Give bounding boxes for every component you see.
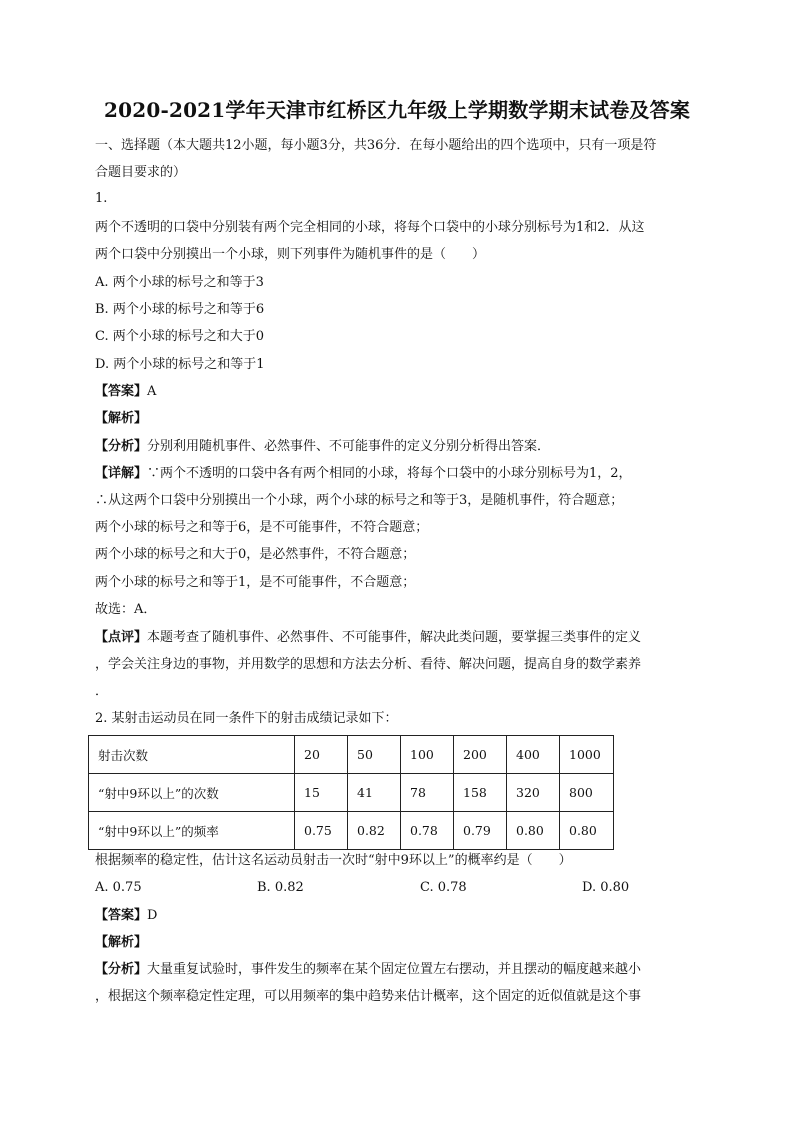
table-cell: 0.79 <box>454 812 507 850</box>
q2-analysis-label <box>95 934 705 952</box>
xiangjie-text: ∵两个不透明的口袋中各有两个相同的小球，将每个口袋中的小球分别标号为1，2， <box>147 466 632 481</box>
table-cell: 41 <box>348 774 401 812</box>
dianping-label: 【点评】 <box>95 630 148 645</box>
fenxi-label: 【分析】 <box>95 439 148 454</box>
q2-option-b: B. 0.82 <box>257 880 304 895</box>
q2-question: 根据频率的稳定性，估计这名运动员射击一次时“射中9环以上”的概率约是（ ） <box>95 853 572 868</box>
q2-option-c: C. 0.78 <box>420 880 467 895</box>
q1-fenxi <box>95 438 705 456</box>
q1-dianping-line: ，学会关注身边的事物，并用数学的思想和方法去分析、看待、解决问题，提高自身的数学素养 <box>95 657 642 672</box>
analysis-label: 【解析】 <box>95 935 148 950</box>
answer-label: 【答案】 <box>95 908 148 923</box>
table-cell: 50 <box>348 736 401 774</box>
q2-option-d: D. 0.80 <box>582 880 630 895</box>
table-row <box>89 812 614 850</box>
table-cell: 78 <box>401 774 454 812</box>
q1-detail-line: 两个小球的标号之和等于6，是不可能事件，不符合题意； <box>95 520 429 535</box>
xiangjie-label: 【详解】 <box>95 466 148 481</box>
dianping-text: 本题考查了随机事件、必然事件、不可能事件，解决此类问题，要掌握三类事件的定义 <box>147 630 642 645</box>
table-cell: “射中9环以上”的次数 <box>89 774 295 812</box>
table-cell: 0.80 <box>507 812 560 850</box>
section-header: 一、选择题（本大题共12小题，每小题3分，共36分．在每小题给出的四个选项中，只有一项是符 <box>95 138 657 153</box>
table-cell: 158 <box>454 774 507 812</box>
table-cell: 20 <box>295 736 348 774</box>
q1-detail-line: ∴从这两个口袋中分别摸出一个小球，两个小球的标号之和等于3，是随机事件，符合题意； <box>95 493 624 508</box>
fenxi-text: 分别利用随机事件、必然事件、不可能事件的定义分别分析得出答案． <box>147 439 551 454</box>
q2-stem: 2. 某射击运动员在同一条件下的射击成绩记录如下： <box>95 711 398 726</box>
table-cell: 0.78 <box>401 812 454 850</box>
q1-option-a: A. 两个小球的标号之和等于3 <box>95 275 264 290</box>
table-cell: “射中9环以上”的频率 <box>89 812 295 850</box>
q1-detail-line: 两个小球的标号之和等于1，是不可能事件，不合题意； <box>95 575 416 590</box>
answer-value: D <box>147 908 158 923</box>
table-cell: 800 <box>560 774 614 812</box>
q1-dianping-line: ． <box>95 684 109 699</box>
q2-option-a: A. 0.75 <box>95 880 142 895</box>
q1-dianping <box>95 629 705 647</box>
q1-stem-line: 两个口袋中分别摸出一个小球，则下列事件为随机事件的是（ ） <box>95 247 486 262</box>
fenxi-label: 【分析】 <box>95 962 148 977</box>
table-cell: 0.82 <box>348 812 401 850</box>
q1-option-b: B. 两个小球的标号之和等于6 <box>95 302 265 317</box>
q1-detail-line: 故选：A． <box>95 602 157 617</box>
table-cell: 15 <box>295 774 348 812</box>
table-cell: 320 <box>507 774 560 812</box>
table-row <box>89 736 614 774</box>
q2-fenxi-line: ，根据这个频率稳定性定理，可以用频率的集中趋势来估计概率，这个固定的近似值就是这个事 <box>95 989 642 1004</box>
table-cell: 1000 <box>560 736 614 774</box>
fenxi-text: 大量重复试验时，事件发生的频率在某个固定位置左右摆动，并且摆动的幅度越来越小 <box>147 962 642 977</box>
q1-answer <box>95 383 705 401</box>
q2-answer <box>95 907 705 925</box>
table-cell: 0.80 <box>560 812 614 850</box>
answer-value: A <box>147 384 157 399</box>
q2-fenxi <box>95 961 705 979</box>
analysis-label: 【解析】 <box>95 411 148 426</box>
q1-analysis-label <box>95 410 705 428</box>
q1-detail-line: 两个小球的标号之和大于0，是必然事件，不符合题意； <box>95 547 416 562</box>
page-title: 2020-2021学年天津市红桥区九年级上学期数学期末试卷及答案 <box>103 98 691 122</box>
frequency-table <box>88 735 614 850</box>
q1-option-c: C. 两个小球的标号之和大于0 <box>95 329 265 344</box>
table-cell: 射击次数 <box>89 736 295 774</box>
q1-number: 1. <box>95 191 108 206</box>
q2-options <box>95 880 705 898</box>
q1-xiangjie <box>95 465 705 483</box>
q1-stem-line: 两个不透明的口袋中分别装有两个完全相同的小球，将每个口袋中的小球分别标号为1和2．从这 <box>95 220 645 235</box>
answer-label: 【答案】 <box>95 384 148 399</box>
table-cell: 400 <box>507 736 560 774</box>
table-row <box>89 774 614 812</box>
table-cell: 200 <box>454 736 507 774</box>
table-cell: 100 <box>401 736 454 774</box>
q1-option-d: D. 两个小球的标号之和等于1 <box>95 357 265 372</box>
section-header-cont: 合题目要求的） <box>95 165 187 180</box>
table-cell: 0.75 <box>295 812 348 850</box>
